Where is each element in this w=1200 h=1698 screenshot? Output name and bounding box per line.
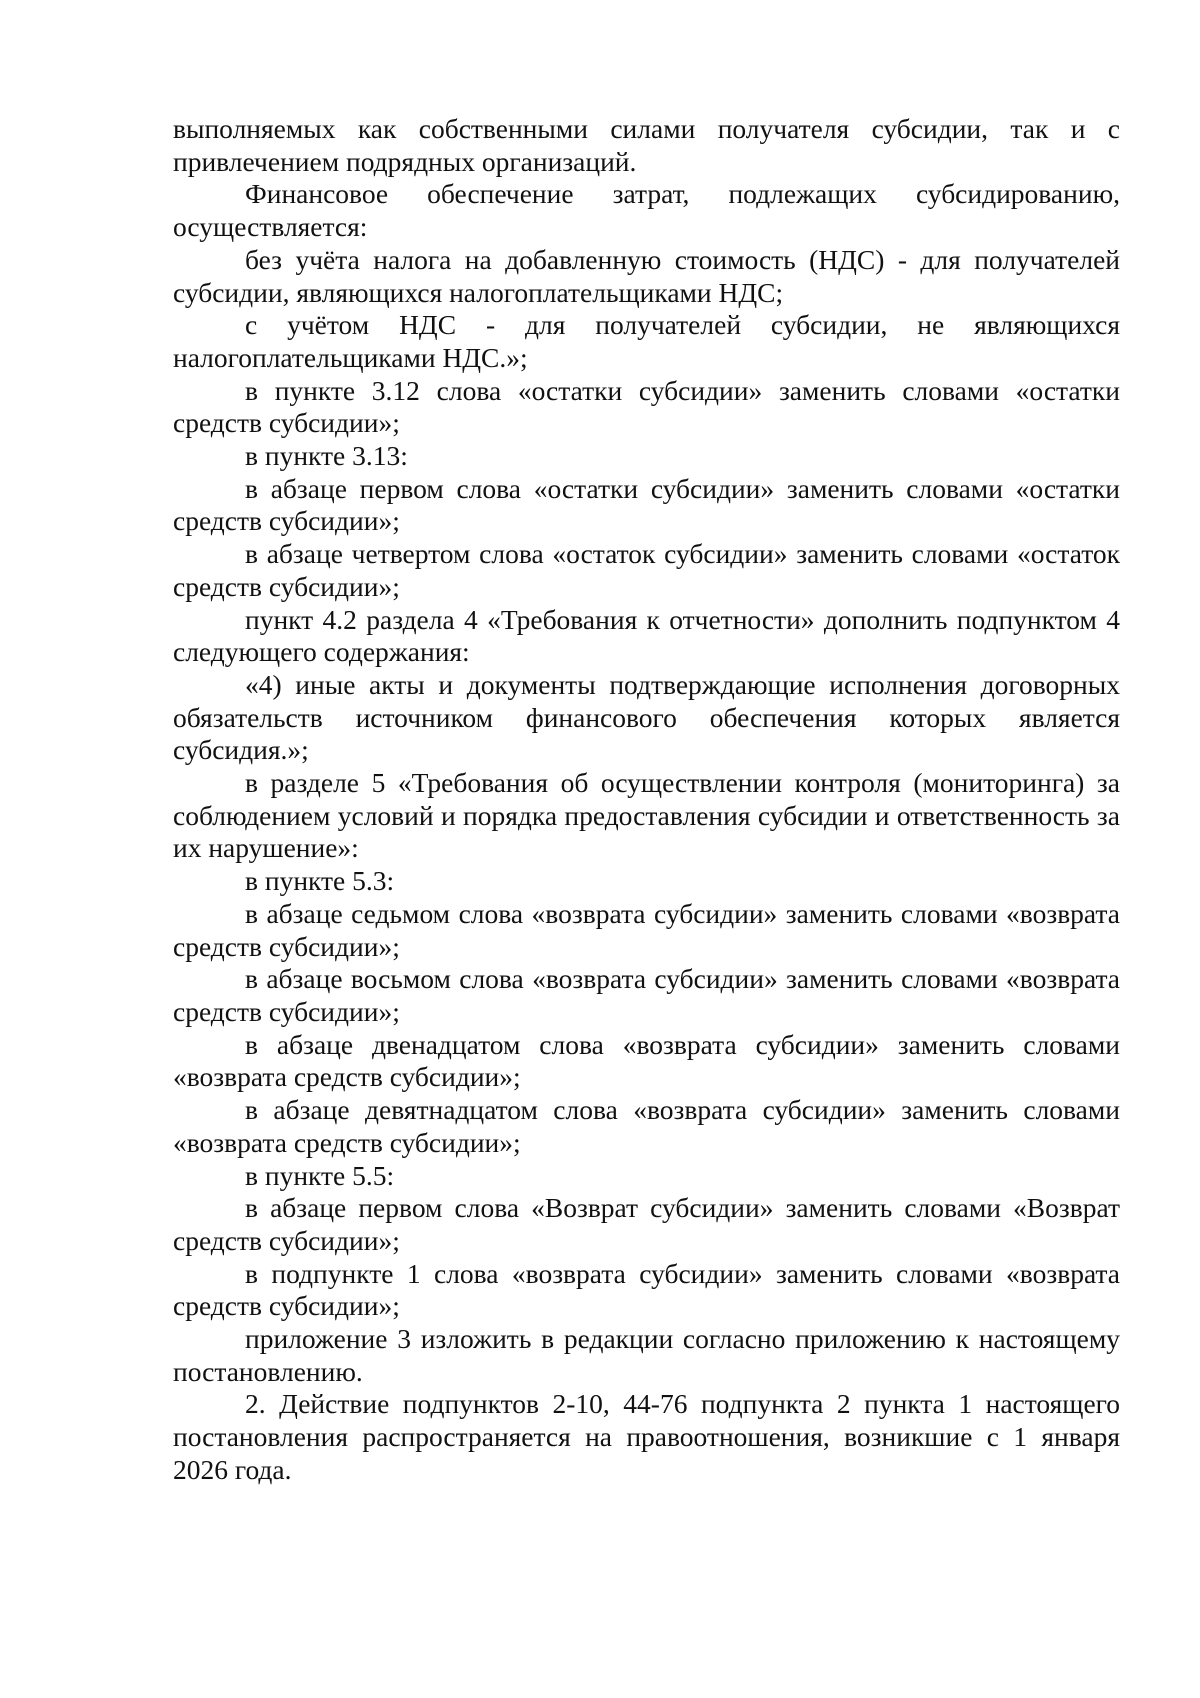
paragraph-with-vat: с учётом НДС - для получателей субсидии, не являющихся налогоплательщиками НДС.»; <box>173 309 1120 373</box>
paragraph-item-3-13: в пункте 3.13: <box>245 440 408 472</box>
paragraph-5-3-nineteenth: в абзаце девятнадцатом слова «возврата субсидии» заменить словами «возврата средств субсидии»; <box>173 1094 1120 1158</box>
paragraph-appendix-3: приложение 3 изложить в редакции согласно приложению к настоящему постановлению. <box>173 1323 1120 1387</box>
paragraph-5-5-subitem-1: в подпункте 1 слова «возврата субсидии» заменить словами «возврата средств субсидии»; <box>173 1257 1120 1322</box>
paragraph-section-5: в разделе 5 «Требования об осуществлении контроля (мониторинга) за соблюдением условий и порядка предоставления субсидии и ответственность за их нарушение»: <box>173 767 1120 864</box>
paragraph-5-3-twelfth: в абзаце двенадцатом слова «возврата субсидии» заменить словами «возврата средств субсидии»; <box>173 1028 1120 1093</box>
paragraph-item-5-3: в пункте 5.3: <box>245 865 395 897</box>
paragraph-3-13-first: в абзаце первом слова «остатки субсидии» заменить словами «остатки средств субсидии»; <box>173 472 1120 537</box>
paragraph-effective-date: 2. Действие подпунктов 2-10, 44-76 подпункта 2 пункта 1 настоящего постановления распространяется на правоотношения, возникшие с 1 января 2026 года. <box>173 1388 1120 1485</box>
paragraph-item-4-2: пункт 4.2 раздела 4 «Требования к отчетности» дополнить подпунктом 4 следующего содержания: <box>173 603 1120 668</box>
paragraph-financing: Финансовое обеспечение затрат, подлежащих субсидированию, осуществляется: <box>173 178 1120 243</box>
paragraph-without-vat: без учёта налога на добавленную стоимость (НДС) - для получателей субсидии, являющихся налогоплательщиками НДС; <box>173 243 1120 308</box>
paragraph-subitem-4: «4) иные акты и документы подтверждающие исполнения договорных обязательств источником финансового обеспечения которых является субсидия.»; <box>173 668 1120 766</box>
paragraph-5-3-eighth: в абзаце восьмом слова «возврата субсидии» заменить словами «возврата средств субсидии»; <box>173 963 1120 1027</box>
document-body <box>173 113 1120 1487</box>
paragraph-3-13-fourth: в абзаце четвертом слова «остаток субсидии» заменить словами «остаток средств субсидии»; <box>173 538 1120 602</box>
paragraph-5-5-first: в абзаце первом слова «Возврат субсидии» заменить словами «Возврат средств субсидии»; <box>173 1192 1120 1256</box>
paragraph-item-5-5: в пункте 5.5: <box>245 1159 395 1191</box>
paragraph-continuation: выполняемых как собственными силами получателя субсидии, так и с привлечением подрядных организаций. <box>173 113 1120 177</box>
paragraph-item-3-12: в пункте 3.12 слова «остатки субсидии» заменить словами «остатки средств субсидии»; <box>173 374 1120 439</box>
paragraph-5-3-seventh: в абзаце седьмом слова «возврата субсидии» заменить словами «возврата средств субсидии»; <box>173 897 1120 962</box>
